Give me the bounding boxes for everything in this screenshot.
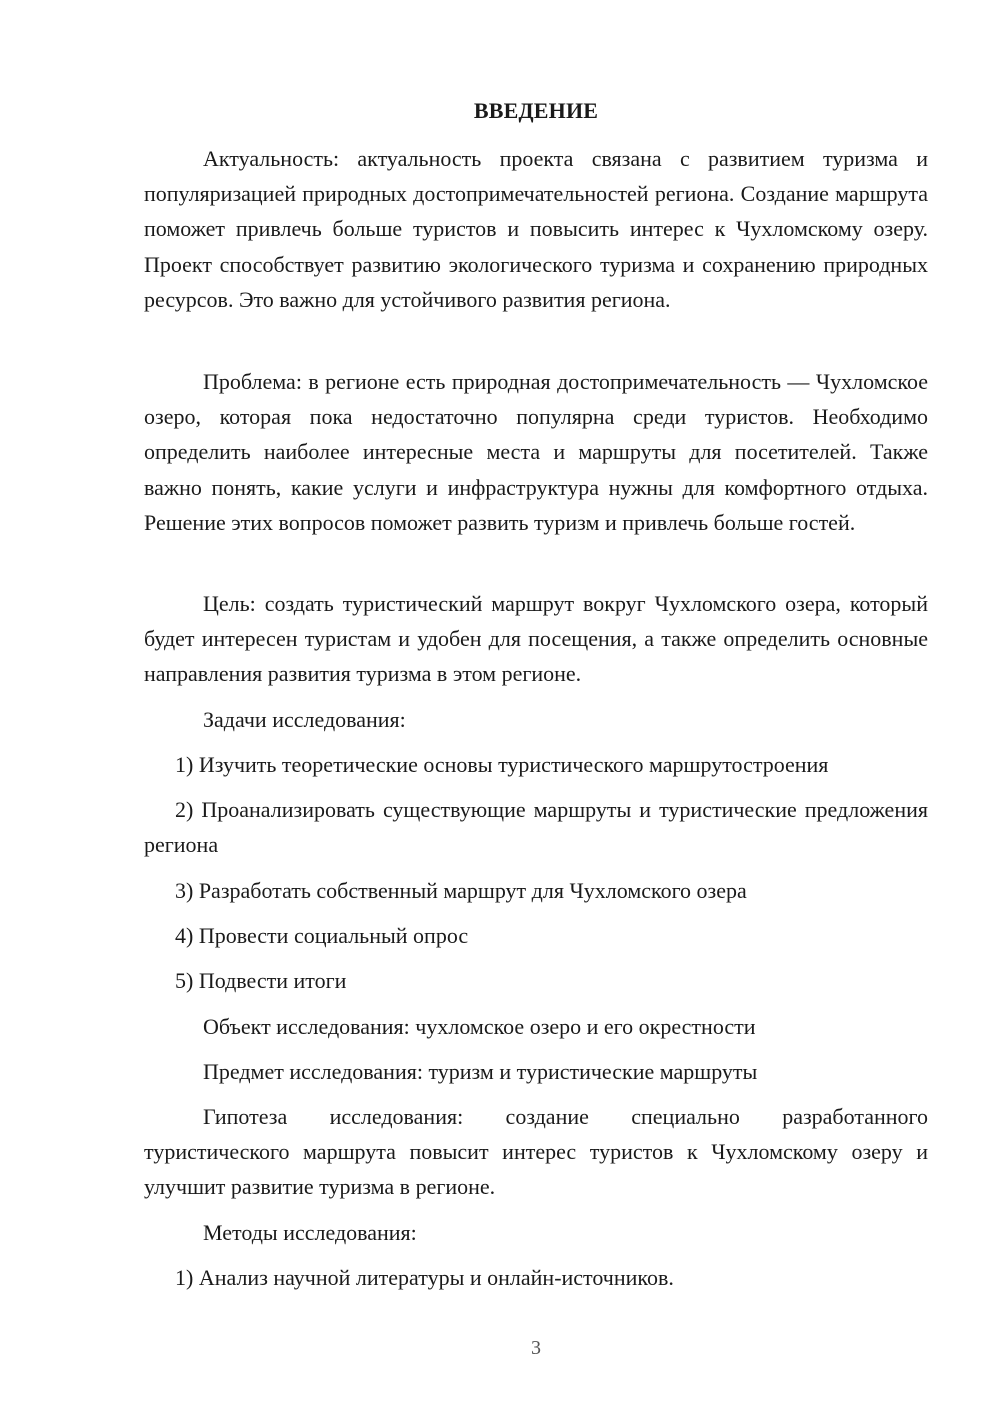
methods-heading: Методы исследования: [203,1220,417,1245]
task-item-4: 4) Провести социальный опрос [175,923,469,948]
research-object: Объект исследования: чухломское озеро и его окрестности [203,1014,756,1039]
task-item-2: 2) Проанализировать существующие маршруты и туристические предложения региона [144,797,928,858]
task-item-3: 3) Разработать собственный маршрут для Чухломского озера [175,878,747,903]
tasks-heading: Задачи исследования: [203,707,406,732]
document-page [144,0,928,1414]
section-title: ВВЕДЕНИЕ [473,98,599,123]
problem-paragraph: Проблема: в регионе есть природная достопримечательность — Чухломское озеро, которая пока недостаточно популярна среди туристов. Необходимо определить наиболее интересные места и маршруты для посетителей. Также важно понять, какие услуги и инфраструктура нужны для комфортного отдыха. Решение этих вопросов поможет развить туризм и привлечь больше гостей. [144,369,928,535]
research-hypothesis: Гипотеза исследования: создание специально разработанного туристического маршрута повысит интерес туристов к Чухломскому озеру и улучшит развитие туризма в регионе. [144,1104,928,1200]
research-subject: Предмет исследования: туризм и туристические маршруты [203,1059,758,1084]
goal-paragraph: Цель: создать туристический маршрут вокруг Чухломского озера, который будет интересен туристам и удобен для посещения, а также определить основные направления развития туризма в этом регионе. [144,591,928,687]
task-item-5: 5) Подвести итоги [175,968,347,993]
relevance-paragraph: Актуальность: актуальность проекта связана с развитием туризма и популяризацией природных достопримечательностей региона. Создание маршрута поможет привлечь больше туристов и повысить интерес к Чухломскому озеру. Проект способствует развитию экологического туризма и сохранению природных ресурсов. Это важно для устойчивого развития региона. [144,146,928,312]
method-item-1: 1) Анализ научной литературы и онлайн-источников. [175,1265,674,1290]
page-number: 3 [531,1337,541,1359]
task-item-1: 1) Изучить теоретические основы туристического маршрутостроения [175,752,829,777]
